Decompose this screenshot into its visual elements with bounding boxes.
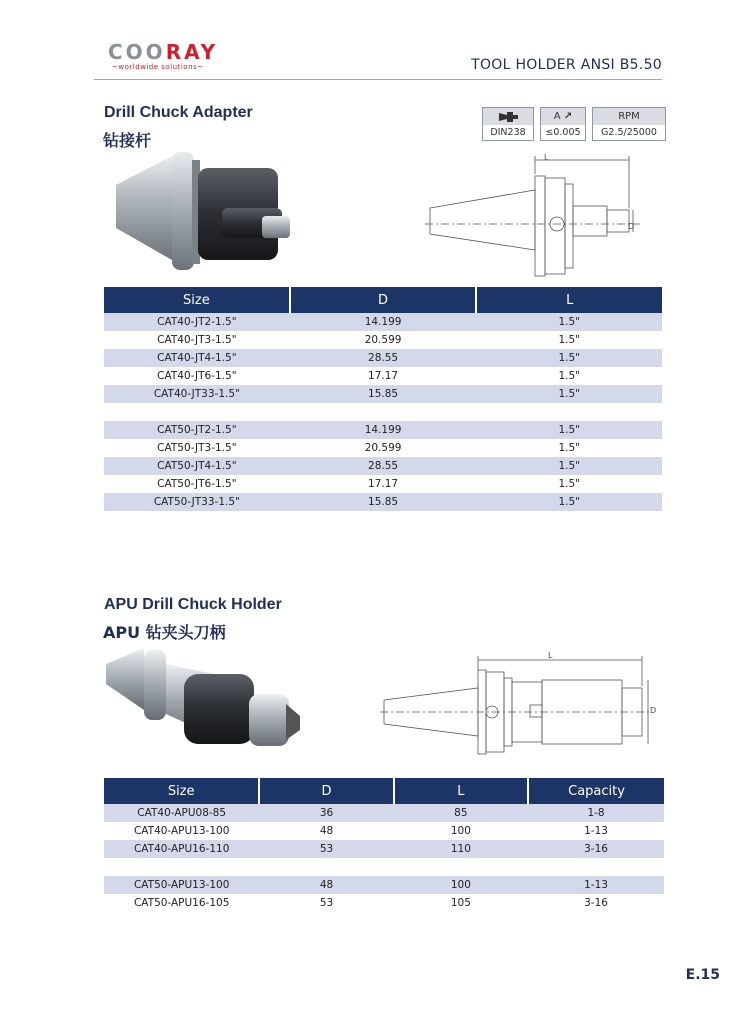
cell-size: CAT50-JT4-1.5" (104, 457, 290, 475)
cell-size: CAT40-JT3-1.5" (157, 334, 237, 346)
cell-d: 53 (259, 840, 393, 858)
cell-d: 17.17 (368, 478, 399, 490)
spec-badge-din (482, 107, 534, 141)
drill-chuck-adapter-table (104, 287, 662, 511)
cell-d: 48 (319, 825, 334, 837)
brand-logo (108, 40, 218, 71)
cell-size: CAT40-JT6-1.5" (157, 370, 237, 382)
cell-d: 17.17 (368, 370, 399, 382)
table-row (104, 804, 664, 822)
cell-l: 105 (450, 897, 471, 909)
cell-l: 1.5" (476, 421, 662, 439)
badge-rpm-label: RPM (593, 108, 665, 125)
cell-l: 1.5" (476, 493, 662, 511)
cell-d: 36 (259, 804, 393, 822)
drawing2-diameter-label: D (650, 706, 657, 715)
cell-l: 100 (394, 876, 528, 894)
badge-din-value: DIN238 (490, 127, 526, 138)
table-header-row (104, 287, 662, 313)
cell-l: 110 (394, 840, 528, 858)
cell-size: CAT40-APU13-100 (133, 825, 230, 837)
cell-d: 15.85 (290, 493, 477, 511)
cell-l: 85 (394, 804, 528, 822)
col-capacity: Capacity (528, 778, 664, 804)
cell-capacity: 3-16 (528, 840, 664, 858)
col-d: D (290, 287, 477, 313)
section2-title-cn: APU 钻夹头刀柄 (103, 623, 226, 642)
table-row (104, 421, 662, 439)
cell-l: 1.5" (558, 442, 580, 454)
cell-l: 1.5" (558, 334, 580, 346)
section2-title: APU Drill Chuck Holder (104, 596, 282, 613)
cell-l: 1.5" (476, 313, 662, 331)
cell-size: CAT50-JT2-1.5" (104, 421, 290, 439)
cell-capacity: 1-8 (528, 804, 664, 822)
cell-l: 1.5" (476, 385, 662, 403)
cell-d: 48 (259, 876, 393, 894)
col-d: D (259, 778, 393, 804)
col-l: L (476, 287, 662, 313)
section1-title-cn: 钻接杆 (103, 131, 152, 150)
chuck-taper-icon (497, 109, 519, 123)
spec-badge-accuracy (540, 107, 586, 141)
table-row (104, 840, 664, 858)
table-spacer (104, 403, 662, 421)
table-row (104, 493, 662, 511)
cell-size: CAT50-JT3-1.5" (157, 442, 237, 454)
drill-chuck-adapter-drawing (425, 148, 650, 283)
cell-l: 1.5" (476, 457, 662, 475)
cell-d: 28.55 (290, 457, 477, 475)
logo-tagline: ~worldwide solutions~ (112, 63, 204, 71)
cell-l: 1.5" (476, 349, 662, 367)
apu-drill-chuck-table (104, 778, 664, 912)
cell-d: 14.199 (290, 421, 477, 439)
cell-d: 15.85 (290, 385, 477, 403)
table-row (104, 876, 664, 894)
table-spacer (104, 858, 664, 876)
table-row (104, 313, 662, 331)
cell-d: 20.599 (364, 442, 402, 454)
table-row (104, 457, 662, 475)
spec-badge-rpm (592, 107, 666, 141)
cell-size: CAT40-APU16-110 (104, 840, 259, 858)
drawing1-diameter-label: D (628, 222, 635, 231)
cell-size: CAT40-APU08-85 (104, 804, 259, 822)
table-row (104, 385, 662, 403)
table-row (104, 439, 662, 457)
apu-drill-chuck-drawing (380, 650, 665, 765)
table-row (104, 367, 662, 385)
col-l: L (394, 778, 528, 804)
badge-rpm-value: G2.5/25000 (601, 127, 657, 138)
cell-l: 1.5" (558, 370, 580, 382)
header-divider (94, 79, 662, 80)
arrow-ne-icon: ↗ (563, 111, 573, 122)
table-row (104, 894, 664, 912)
col-size: Size (104, 778, 259, 804)
table-header-row (104, 778, 664, 804)
badge-accuracy-label: A (553, 111, 561, 122)
cell-d: 20.599 (364, 334, 402, 346)
cell-d: 53 (319, 897, 334, 909)
drill-chuck-adapter-photo (112, 150, 302, 280)
logo-text-b: RAY (165, 40, 219, 64)
drawing2-length-label: L (548, 651, 553, 660)
cell-l: 1.5" (558, 478, 580, 490)
cell-size: CAT50-APU16-105 (133, 897, 230, 909)
cell-size: CAT40-JT33-1.5" (104, 385, 290, 403)
cell-capacity: 3-16 (584, 897, 608, 909)
table-row (104, 822, 664, 840)
drawing1-length-label: L (544, 153, 549, 162)
table-row (104, 349, 662, 367)
cell-size: CAT40-JT2-1.5" (104, 313, 290, 331)
badge-accuracy-value: ≤0.005 (545, 127, 581, 138)
cell-size: CAT50-JT33-1.5" (104, 493, 290, 511)
cell-size: CAT50-JT6-1.5" (157, 478, 237, 490)
cell-size: CAT40-JT4-1.5" (104, 349, 290, 367)
page-header-title: TOOL HOLDER ANSI B5.50 (471, 57, 662, 73)
table-row (104, 475, 662, 493)
logo-text-a: COO (108, 40, 166, 64)
cell-size: CAT50-APU13-100 (104, 876, 259, 894)
page-number: E.15 (685, 967, 720, 983)
cell-d: 14.199 (290, 313, 477, 331)
apu-drill-chuck-photo (104, 644, 304, 764)
section1-title: Drill Chuck Adapter (104, 104, 253, 121)
cell-l: 100 (450, 825, 471, 837)
cell-d: 28.55 (290, 349, 477, 367)
cell-capacity: 1-13 (528, 876, 664, 894)
table-row (104, 331, 662, 349)
cell-capacity: 1-13 (584, 825, 608, 837)
col-size: Size (104, 287, 290, 313)
